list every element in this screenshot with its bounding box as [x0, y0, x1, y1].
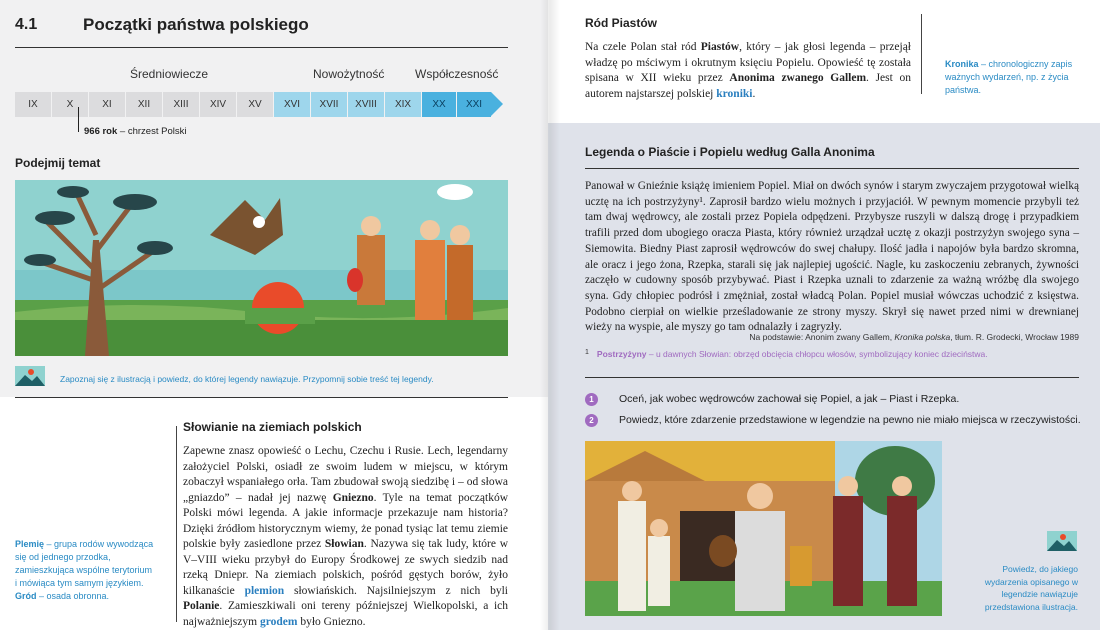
legend-source: Na podstawie: Anonim zwany Gallem, Kronika polska, tłum. R. Grodecki, Wrocław 1989	[749, 332, 1079, 342]
kronika-glossary-note: Kronika – chronologiczny zapis ważnych wydarzeń, np. z życia państwa.	[945, 59, 1073, 95]
timeline-century: XIV	[200, 92, 236, 117]
timeline-century: XIX	[385, 92, 421, 117]
timeline-century: XVII	[311, 92, 347, 117]
timeline-century: XII	[126, 92, 162, 117]
piast-feast-illustration	[585, 441, 942, 616]
timeline-century: XV	[237, 92, 273, 117]
piast-heading: Ród Piastów	[585, 16, 658, 30]
chapter-number: 4.1	[15, 16, 38, 33]
left-page	[0, 0, 548, 630]
right-page	[548, 0, 1100, 630]
book-gutter-shadow	[540, 0, 560, 630]
feast-illustration-caption: Powiedz, do jakiego wydarzenia opisanego w legendzie nawiązuje przedstawiona ilustracja.	[984, 564, 1078, 612]
era-label-contemporary: Współczesność	[415, 67, 499, 81]
questions-rule	[585, 377, 1079, 378]
timeline-century: XI	[89, 92, 125, 117]
era-label-modern: Nowożytność	[313, 67, 385, 81]
timeline-century: IX	[15, 92, 51, 117]
illustration-caption: Zapoznaj się z ilustracją i powiedz, do której legendy nawiązuje. Przypomnij sobie treść tej legendy.	[60, 374, 434, 384]
question-text: Oceń, jak wobec wędrowców zachował się Popiel, a jak – Piast i Rzepka.	[619, 393, 960, 405]
timeline-century: XXI	[457, 92, 491, 117]
eagle-legend-illustration	[15, 180, 508, 356]
legend-heading: Legenda o Piaście i Popielu według Galla Anonima	[585, 145, 875, 159]
timeline-century: XVI	[274, 92, 310, 117]
section-body-text: Zapewne znasz opowieść o Lechu, Czechu i Rusie. Lech, legendarny założyciel Polski, osiadł ze swoim ludem w miejscu, w którym zobaczył wspaniałego orła. Tam zbudował swoją siedzibę i – od słowa „gniazdo” – nadał jej nazwę Gniezno. Tyle na temat początków Polski mówi legenda. A jakie informacje przekazuje nam historia? Dzięki źródłom historycznym wiemy, że ponad tysiąc lat temu ziemie polskie były zasiedlone przez Słowian. Nazywa się tak ludy, które w V–VIII wieku przybył do Europy Środkowej ze swych siedzib nad rzeką Dniepr. Na ziemiach polskich, pośród gęstych borów, żyło kilkanaście plemion słowiańskich. Najsilniejszym z nich byli Polanie. Zamieszkiwali oni tereny późniejszej Wielkopolski, a ich najważniejszym grodem było Gniezno.	[183, 445, 508, 628]
timeline-event: 966 rok – chrzest Polski	[84, 126, 187, 137]
question-text: Powiedz, które zdarzenie przedstawione w legendzie na pewno nie miało miejsca w rzeczywistości.	[619, 414, 1081, 426]
legend-text: Panował w Gnieźnie książę imieniem Popiel. Miał on dwóch synów i starym zwyczajem przygotował wielką ucztę na ich postrzyżyny¹. Zaprosił bardzo wielu możnych i przyjaciół. W pewnym momencie przybyli też tam dwaj wędrowcy, ale zostali przez Popiela odpędzeni. Przybysze ruszyli w dalszą drogę i przypadkiem trafili przed dom ubogiego oracza Piasta, który również urządzał ucztę z okazji postrzyżyn swojego syna – Siemowita. Biedny Piast zaprosił wędrowców do swej chałupy. Ilość jadła i napojów była bardzo skromna, ale oracz i jego żona, Rzepka, starali się jak najlepiej ugościć. Nagle, ku zaskoczeniu zebranych, żywności zaczęło w cudowny sposób przybywać. Piast i Rzepka uznali to zdarzenie za ważną wróżbę dla swojego syna. Gdy chłopiec podrósł i zmężniał, został władcą Polan. Popiel musiał wówczas uchodzić z księstwa. Podobno cierpiał on wielkie prześladowanie ze strony myszy. Skrył się nawet przed nimi w drewnianej wieży na wyspie, ale myszy go tam odnalazły i zagryzły.	[585, 180, 1079, 334]
section-vertical-rule	[176, 426, 177, 622]
piast-body-text: Na czele Polan stał ród Piastów, który – jak głosi legenda – przejął władzę po mściwym i okrutnym księciu Popielu. Opowieść tę została spisana w XII wieku przez Anonima zwanego Gallem. Jest on autorem najstarszej polskiej kroniki.	[585, 41, 911, 100]
timeline-century: X	[52, 92, 88, 117]
timeline-century: XVIII	[348, 92, 384, 117]
illustration-caption-icon	[1047, 531, 1077, 551]
timeline-event-marker	[78, 107, 79, 132]
chapter-title-rule	[15, 47, 508, 48]
timeline-century: XIII	[163, 92, 199, 117]
timeline-century: XX	[422, 92, 456, 117]
kronika-vertical-rule	[921, 14, 922, 94]
chapter-title: Początki państwa polskiego	[83, 15, 309, 34]
illustration-caption-icon	[15, 366, 45, 386]
section-heading: Słowianie na ziemiach polskich	[183, 420, 362, 434]
timeline-arrow-icon	[491, 92, 503, 116]
question-number-badge: 1	[585, 393, 598, 406]
intro-heading: Podejmij temat	[15, 156, 101, 170]
glossary-note: Plemię – grupa rodów wywodząca się od jednego przodka, zamieszkująca wspólne terytorium i mówiąca tym samym językiem. Gród – osada obronna.	[15, 539, 154, 601]
question-number-badge: 2	[585, 414, 598, 427]
footnote: $^1$ Postrzyżyny – u dawnych Słowian: obrzęd obcięcia chłopcu włosów, symbolizujący koniec dzieciństwa.	[585, 349, 988, 359]
era-label-medieval: Średniowiecze	[130, 67, 209, 81]
section-rule	[15, 397, 508, 398]
legend-heading-rule	[585, 168, 1079, 169]
